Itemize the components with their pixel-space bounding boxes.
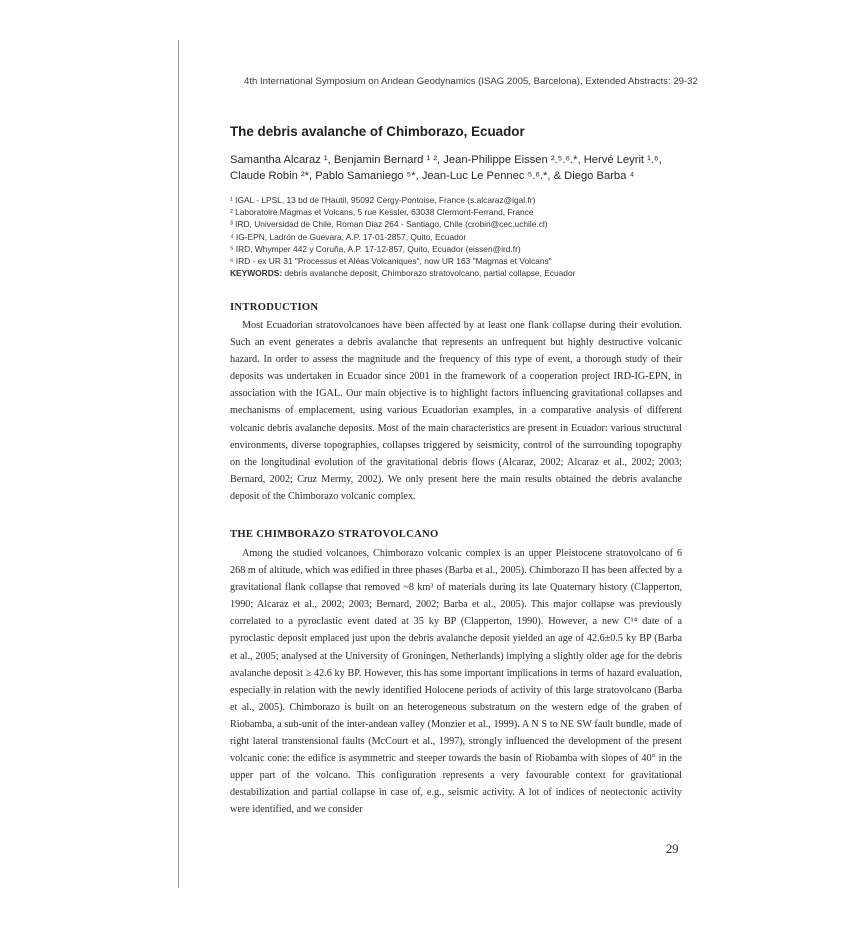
author-line: Samantha Alcaraz ¹, Benjamin Bernard ¹ ², Jean-Philippe Eissen ².⁵.⁶.*, Hervé Leyrit ¹.⁶,	[230, 154, 662, 166]
affiliation-list	[230, 194, 690, 267]
keywords-label: KEYWORDS:	[230, 268, 283, 278]
affiliation: ¹ IGAL - LPSL, 13 bd de l'Hautil, 95092 Cergy-Pontoise, France (s.alcaraz@igal.fr)	[230, 195, 536, 205]
page-number: 29	[666, 842, 679, 856]
affiliation: ⁶ IRD - ex UR 31 "Processus et Aléas Volcaniques", now UR 163 "Magmas et Volcans"	[230, 256, 552, 267]
affiliation: ⁵ IRD, Whymper 442 y Coruña, A.P. 17-12-857, Quito, Ecuador (eissen@ird.fr)	[230, 243, 521, 254]
keywords-text: debris avalanche deposit, Chimborazo stratovolcano, partial collapse, Ecuador	[282, 268, 576, 278]
paper-title: The debris avalanche of Chimborazo, Ecuador	[230, 124, 525, 139]
section-heading-introduction: INTRODUCTION	[230, 302, 319, 313]
affiliation: ³ IRD, Universidad de Chile, Roman Diaz 264 - Santiago, Chile (crobin@cec.uchile.cl)	[230, 219, 548, 230]
chimborazo-paragraph: Among the studied volcanoes, Chimborazo volcanic complex is an upper Pleistocene stratovolcano of 6 268 m of altitude, which was edified in three phases (Barba et al., 2005). Chimborazo II has been affected by a gravitational flank collapse that removed ~8 km³ of materials during its late Quaternary history (Clapperton, 1990; Alcaraz et al., 2002; 2003; Bernard, 2002; Barba et al., 2005). This major collapse was previously correlated to a pyroclastic event dated at 35 ky BP (Clapperton, 1990). However, a new C¹⁴ date of a pyroclastic deposit emplaced just upon the debris avalanche deposit yielded an age of 42.6±0.5 ky BP (Barba et al., 2005; analysed at the University of Groningen, Netherlands) implying a slightly older age for the debris avalanche deposit ≥ 42.6 ky BP. However, this has some important implications in terms of hazard evaluation, especially in relation with the newly identified Holocene periods of activity of this large stratovolcano (Barba et al., 2005). Chimborazo is built on an heterogeneous substratum on the western edge of the graben of Riobamba, a sub-unit of the inter-andean valley (Monzier et al., 1999). A N S to NE SW fault bundle, made of right lateral transtensional faults (McCourt et al., 1997), strongly influenced the development of the present volcanic cone: the edifice is asymmetric and steeper towards the basin of Riobamba with slopes of 40° in the upper part of the volcano. This configuration represents a very favourable context for gravitational destabilization and partial collapse in case of, e.g., seismic activity. A lot of indices of neotectonic activity were identified, and we consider	[230, 548, 682, 816]
section-heading-chimborazo: THE CHIMBORAZO STRATOVOLCANO	[230, 529, 439, 540]
running-header: 4th International Symposium on Andean Geodynamics (ISAG 2005, Barcelona), Extended Abstracts: 29-32	[244, 76, 698, 87]
author-list	[230, 152, 690, 184]
author-line: Claude Robin ²*, Pablo Samaniego ⁵*, Jean-Luc Le Pennec ⁵.⁶.*, & Diego Barba ⁴	[230, 170, 635, 182]
page-fold-line	[178, 40, 179, 888]
affiliation: ⁴ IG-EPN, Ladrón de Guevara, A.P. 17-01-2857, Quito, Ecuador	[230, 231, 467, 242]
affiliation: ² Laboratoire Magmas et Volcans, 5 rue Kessler, 63038 Clermont-Ferrand, France	[230, 207, 534, 218]
keywords-line	[230, 268, 690, 278]
introduction-paragraph: Most Ecuadorian stratovolcanoes have been affected by at least one flank collapse during their evolution. Such an event generates a debris avalanche that represents an unfrequent but highly destructive volcanic hazard. In order to assess the magnitude and the frequency of this type of event, a thorough study of their deposits was undertaken in Ecuador since 2001 in the framework of a cooperation project IRD-IG-EPN, in association with the IGAL. Our main objective is to highlight factors influencing gravitational collapses and mechanisms of emplacement, using various Ecuadorian examples, in a comparative analysis of different volcanic debris avalanche deposits. Most of the main characteristics are present in Ecuador: various structural environments, diverse topographies, collapses triggered by seismicity, control of the surrounding topography on the longitudinal evolution of the gravitational debris flows (Alcaraz, 2002; Alcaraz et al., 2002; 2003; Bernard, 2002; Cruz Mermy, 2002). We only present here the main results obtained the debris avalanche deposit of the Chimborazo volcanic complex.	[230, 320, 682, 502]
